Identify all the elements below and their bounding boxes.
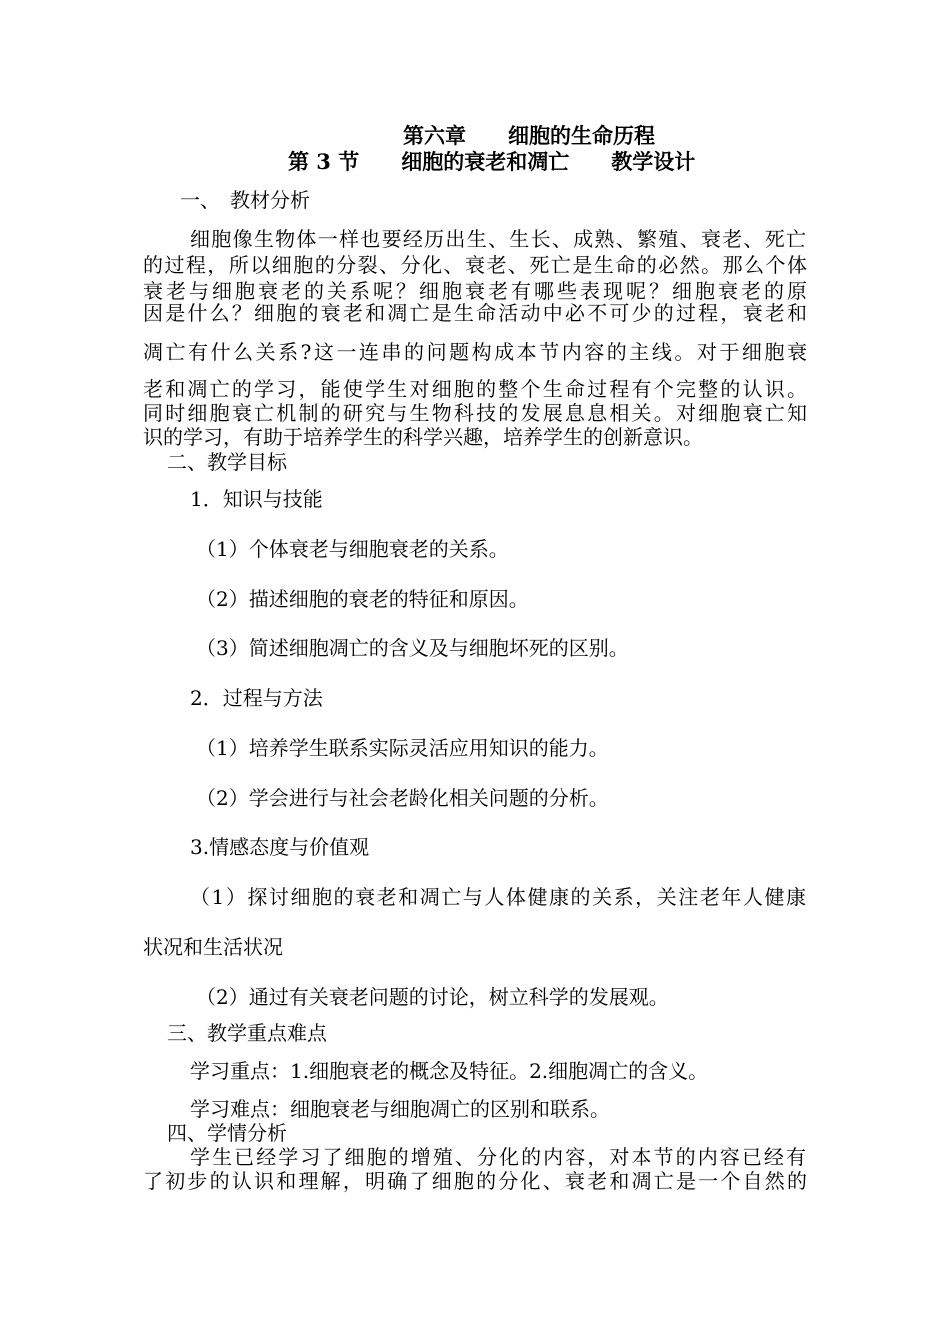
chapter-title: 第六章 细胞的生命历程 — [403, 123, 655, 148]
paragraph-line: 衰老与细胞衰老的关系呢？细胞衰老有哪些表现呢？细胞衰老的原 — [143, 279, 807, 303]
heading-textbook-analysis: 一、 教材分析 — [180, 188, 310, 212]
section-title: 第 3 节 细胞的衰老和凋亡 教学设计 — [288, 149, 696, 174]
subheading-emotion-values: 3.情感态度与价值观 — [190, 835, 370, 859]
goal-item: （2）描述细胞的衰老的特征和原因。 — [196, 587, 529, 611]
paragraph-line: 凋亡有什么关系?这一连串的问题构成本节内容的主线。对于细胞衰 — [143, 340, 807, 364]
paragraph-line: 因是什么？细胞的衰老和凋亡是生命活动中必不可少的过程，衰老和 — [143, 301, 807, 325]
goal-item: （2）通过有关衰老问题的讨论，树立科学的发展观。 — [196, 985, 669, 1009]
heading-key-points: 三、教学重点难点 — [167, 1021, 327, 1045]
goal-item: （2）学会进行与社会老龄化相关问题的分析。 — [196, 786, 609, 810]
heading-teaching-goals: 二、教学目标 — [167, 450, 287, 474]
subheading-process-methods: 2．过程与方法 — [190, 686, 323, 710]
learning-difficulty: 学习难点：细胞衰老与细胞凋亡的区别和联系。 — [190, 1097, 610, 1121]
paragraph-line: 同时细胞衰亡机制的研究与生物科技的发展息息相关。对细胞衰亡知 — [143, 401, 807, 425]
goal-item: （1）培养学生联系实际灵活应用知识的能力。 — [196, 736, 609, 760]
learning-focus: 学习重点：1.细胞衰老的概念及特征。2.细胞凋亡的含义。 — [190, 1059, 709, 1083]
goal-item: （1）个体衰老与细胞衰老的关系。 — [196, 537, 509, 561]
paragraph-line: 的过程，所以细胞的分裂、分化、衰老、死亡是生命的必然。那么个体 — [143, 253, 807, 277]
paragraph-line: 老和凋亡的学习，能使学生对细胞的整个生命过程有个完整的认识。 — [143, 377, 807, 401]
subheading-knowledge-skills: 1．知识与技能 — [190, 487, 323, 511]
paragraph-line: 学生已经学习了细胞的增殖、分化的内容，对本节的内容已经有 — [190, 1145, 806, 1169]
heading-learner-analysis: 四、学情分析 — [167, 1121, 287, 1145]
paragraph-line: 识的学习，有助于培养学生的科学兴趣，培养学生的创新意识。 — [143, 425, 703, 449]
goal-item: （3）简述细胞凋亡的含义及与细胞坏死的区别。 — [196, 636, 629, 660]
goal-item-continued: 状况和生活状况 — [143, 935, 283, 959]
paragraph-line: 细胞像生物体一样也要经历出生、生长、成熟、繁殖、衰老、死亡 — [190, 227, 806, 251]
goal-item: （1）探讨细胞的衰老和凋亡与人体健康的关系，关注老年人健康 — [190, 885, 806, 909]
paragraph-line: 了初步的认识和理解，明确了细胞的分化、衰老和凋亡是一个自然的 — [143, 1169, 807, 1193]
